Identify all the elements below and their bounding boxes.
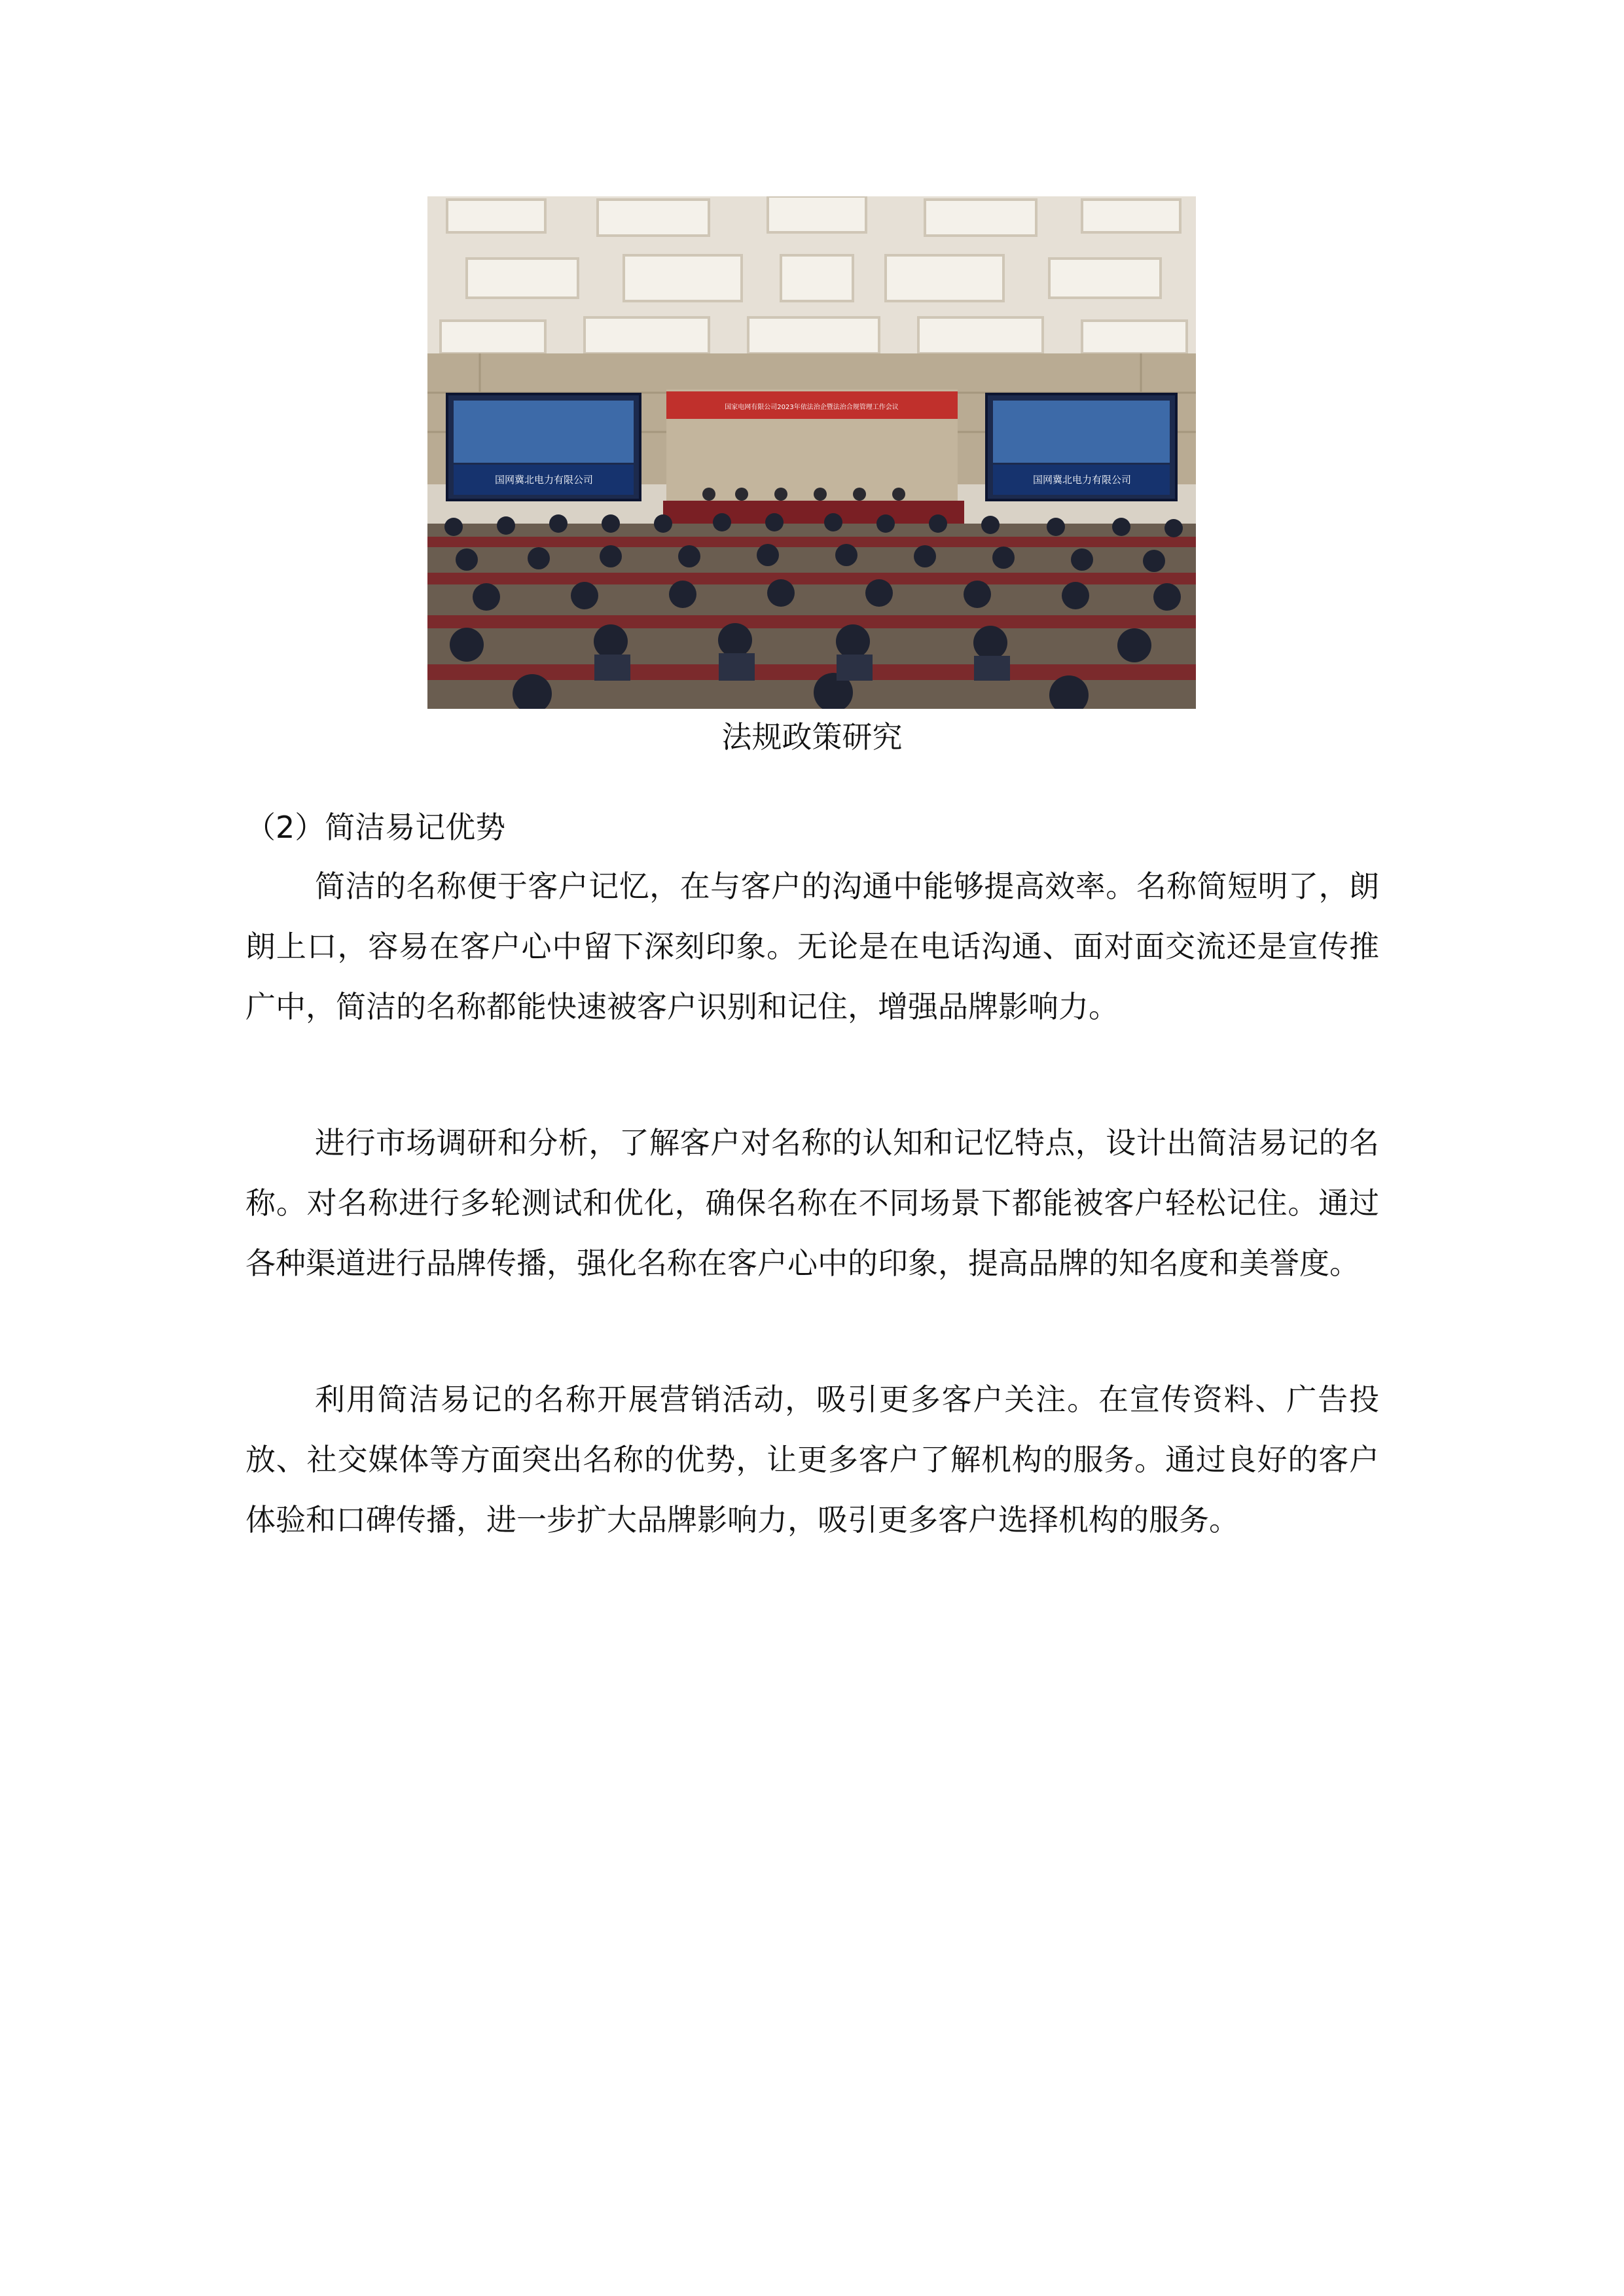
paragraph-1: [245, 856, 1379, 1037]
paragraph-text: 简洁的名称便于客户记忆，在与客户的沟通中能够提高效率。名称简短明了，朗朗上口，容易在客户心中留下深刻印象。无论是在电话沟通、面对面交流还是宣传推广中，简洁的名称都能快速被客户识别和记住，增强品牌影响力。: [245, 869, 1379, 1024]
conference-photo: [427, 196, 1196, 709]
figure-caption: 法规政策研究: [721, 719, 903, 755]
section-heading: [245, 797, 1379, 857]
left-screen-text: 国网冀北电力有限公司: [494, 474, 594, 486]
paragraph-2: [245, 1113, 1379, 1293]
paragraph-3: [245, 1369, 1379, 1550]
paragraph-text: 利用简洁易记的名称开展营销活动，吸引更多客户关注。在宣传资料、广告投放、社交媒体等方面突出名称的优势，让更多客户了解机构的服务。通过良好的客户体验和口碑传播，进一步扩大品牌影响力，吸引更多客户选择机构的服务。: [245, 1382, 1379, 1537]
right-screen-text: 国网冀北电力有限公司: [1032, 474, 1132, 486]
banner-text: 国家电网有限公司2023年依法治企暨法治合规管理工作会议: [725, 404, 899, 411]
paragraph-text: 进行市场调研和分析，了解客户对名称的认知和记忆特点，设计出简洁易记的名称。对名称进行多轮测试和优化，确保名称在不同场景下都能被客户轻松记住。通过各种渠道进行品牌传播，强化名称在客户心中的印象，提高品牌的知名度和美誉度。: [245, 1125, 1379, 1281]
section-heading-text: （2）简洁易记优势: [245, 810, 506, 845]
